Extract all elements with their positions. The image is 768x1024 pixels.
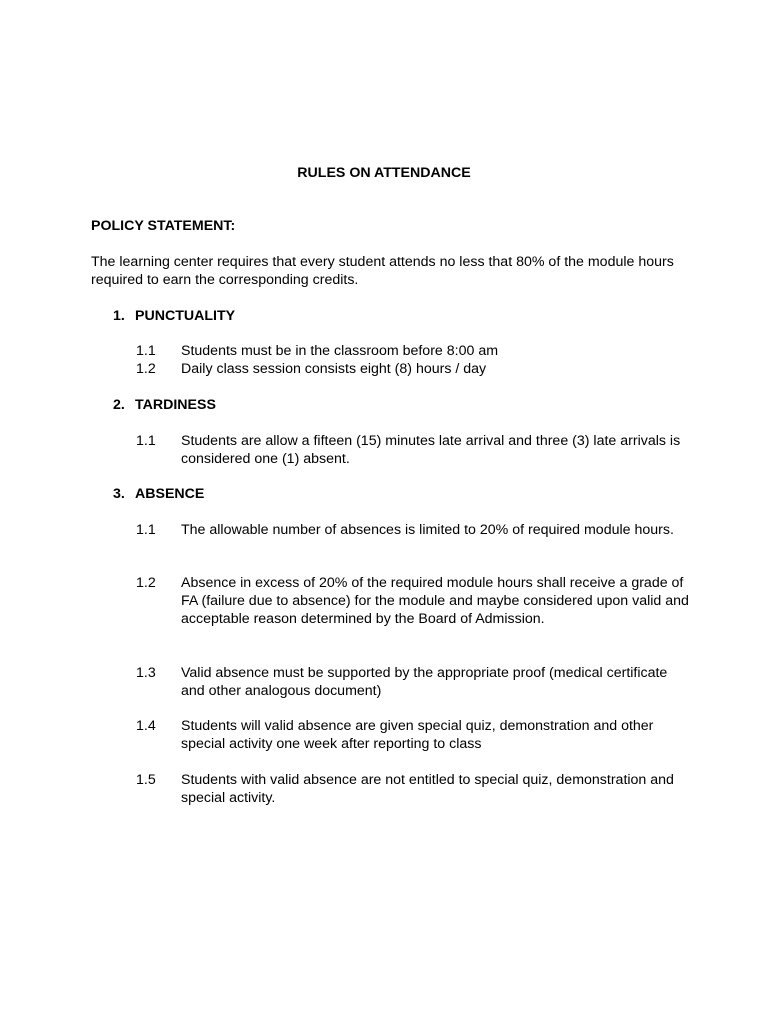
item-number: 1.1 xyxy=(136,522,156,538)
section-title: PUNCTUALITY xyxy=(135,308,236,324)
list-item xyxy=(136,521,696,539)
policy-heading: POLICY STATEMENT: xyxy=(91,218,236,234)
item-text: The allowable number of absences is limited to 20% of required module hours. xyxy=(181,522,674,538)
item-number: 1.5 xyxy=(136,772,156,788)
item-number: 1.1 xyxy=(136,433,156,449)
section-title: TARDINESS xyxy=(135,397,216,413)
policy-statement-text: The learning center requires that every student attends no less that 80% of the module hours required to earn the corresponding credits. xyxy=(91,254,674,288)
item-text: Students are allow a fifteen (15) minutes late arrival and three (3) late arrivals is considered one (1) absent. xyxy=(181,433,681,467)
section-tardiness-heading xyxy=(113,396,216,414)
document-title: RULES ON ATTENDANCE xyxy=(297,165,471,181)
item-text: Absence in excess of 20% of the required module hours shall receive a grade of FA (failure due to absence) for the module and maybe considered upon valid and acceptable reason determined by the Board of Admission. xyxy=(181,575,689,627)
item-text: Students with valid absence are not entitled to special quiz, demonstration and special activity. xyxy=(181,772,674,806)
list-item xyxy=(136,771,696,807)
list-item xyxy=(136,664,696,700)
item-number: 1.2 xyxy=(136,361,156,377)
section-punctuality-heading xyxy=(113,307,235,325)
item-text: Valid absence must be supported by the appropriate proof (medical certificate and other analogous document) xyxy=(181,665,668,699)
section-number: 2. xyxy=(113,397,125,413)
section-absence-heading xyxy=(113,485,204,503)
item-text: Students must be in the classroom before 8:00 am xyxy=(181,343,499,359)
list-item xyxy=(136,360,696,378)
section-title: ABSENCE xyxy=(135,486,205,502)
item-number: 1.2 xyxy=(136,575,156,591)
list-item xyxy=(136,432,696,468)
item-text: Daily class session consists eight (8) hours / day xyxy=(181,361,487,377)
list-item xyxy=(136,574,696,628)
section-number: 3. xyxy=(113,486,125,502)
list-item xyxy=(136,717,696,753)
item-number: 1.4 xyxy=(136,718,156,734)
item-number: 1.1 xyxy=(136,343,156,359)
item-text: Students will valid absence are given special quiz, demonstration and other special activity one week after reporting to class xyxy=(181,718,654,752)
item-number: 1.3 xyxy=(136,665,156,681)
section-number: 1. xyxy=(113,308,125,324)
list-item xyxy=(136,342,696,360)
